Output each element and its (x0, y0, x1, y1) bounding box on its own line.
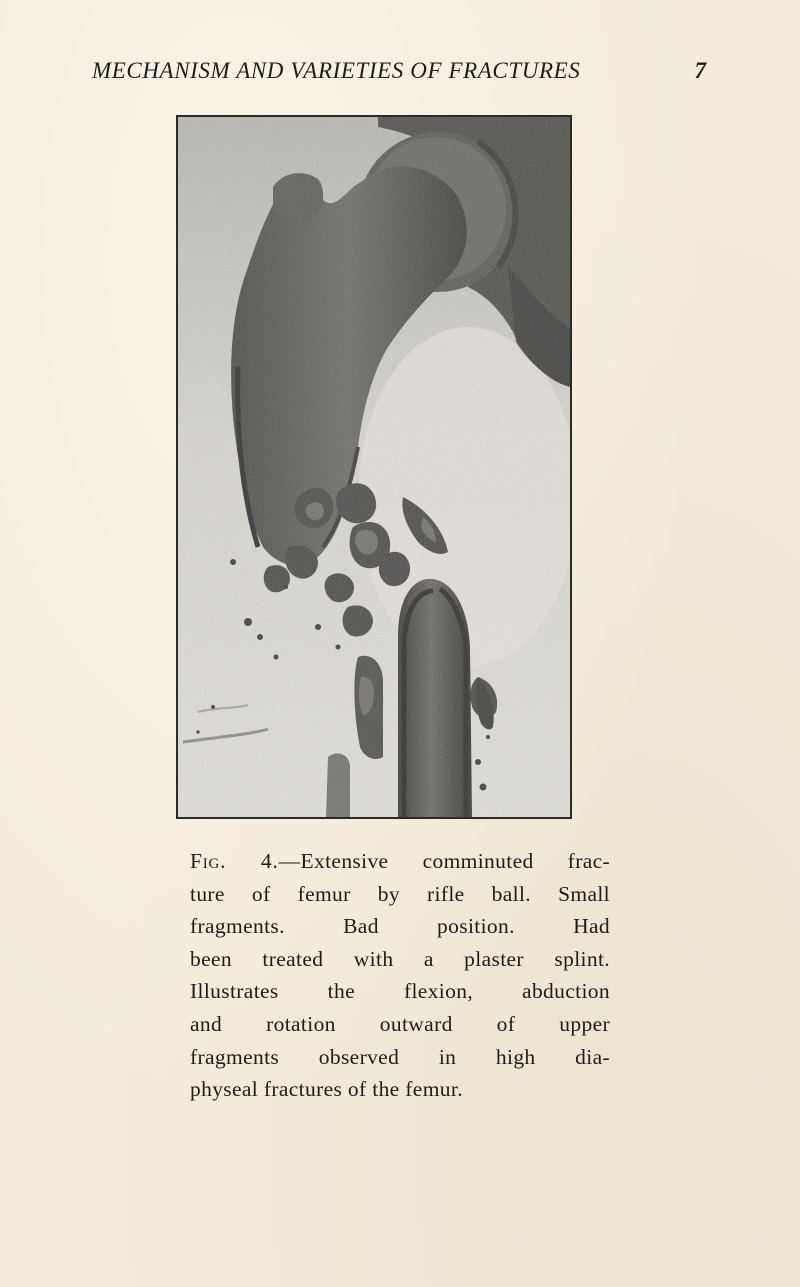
caption-line-8: physeal fractures of the femur. (190, 1077, 463, 1102)
figure-label: Fig. 4. (190, 849, 279, 873)
caption-line-3: fragments. Bad position. Had (190, 914, 610, 939)
caption-line-7: fragments observed in high dia- (190, 1044, 610, 1069)
caption-line-5: Illustrates the flexion, abduction (190, 979, 610, 1004)
xray-figure (176, 115, 572, 819)
page-number: 7 (694, 58, 706, 83)
femur-xray-illustration (178, 117, 570, 817)
running-head (92, 58, 706, 90)
running-title: MECHANISM AND VARIETIES OF FRACTURES (92, 58, 581, 83)
caption-line-4: been treated with a plaster splint. (190, 946, 610, 971)
caption-line-6: and rotation outward of upper (190, 1011, 610, 1036)
caption-line-2: ture of femur by rifle ball. Small (190, 881, 610, 906)
caption-line-1 (190, 845, 610, 878)
figure-caption (190, 845, 610, 1106)
caption-text-1: —Extensive comminuted frac- (278, 849, 610, 873)
